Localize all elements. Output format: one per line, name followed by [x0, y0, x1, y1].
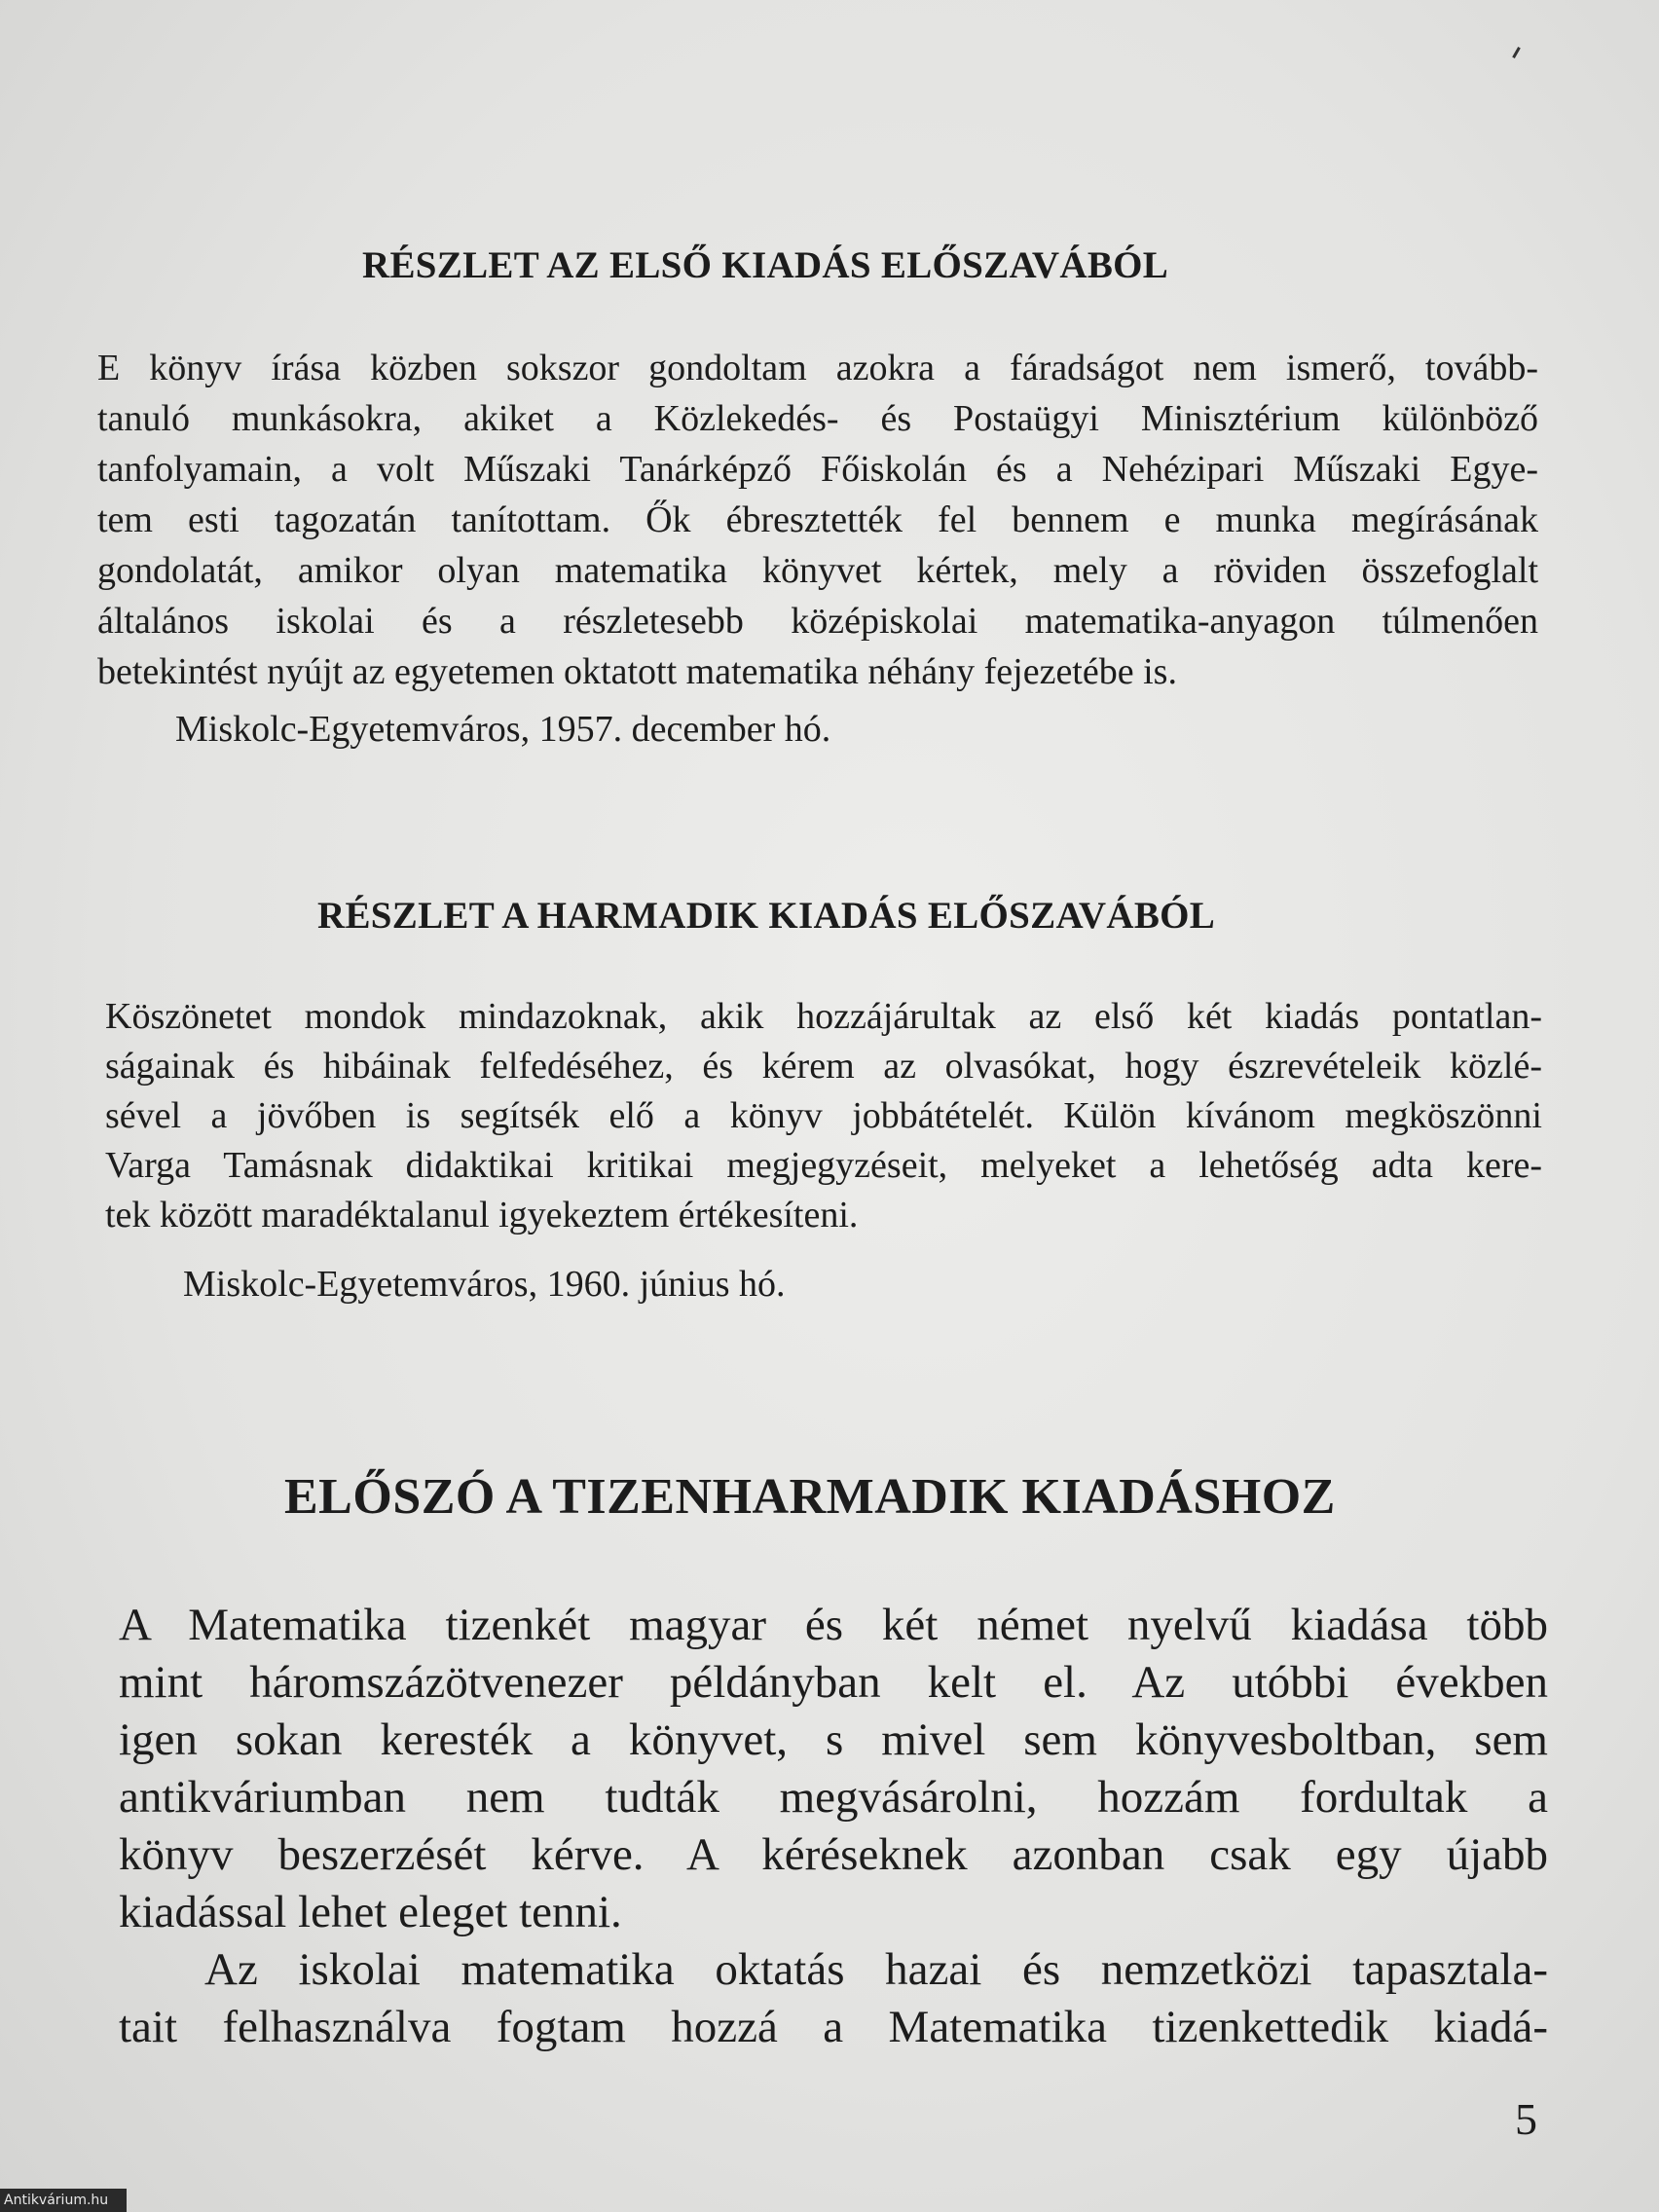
- section1-body: [97, 343, 1538, 697]
- body-line: Az iskolai matematika oktatás hazai és nemzetközi tapasztala-: [204, 1944, 1548, 1995]
- section3-body: [119, 1597, 1548, 2056]
- body-line: antikváriumban nem tudták megvásárolni, hozzám fordultak a: [119, 1772, 1548, 1823]
- section1-signature: Miskolc-Egyetemváros, 1957. december hó.: [175, 709, 831, 750]
- body-line: sével a jövőben is segítsék elő a könyv jobbátételét. Külön kívánom megköszönni: [105, 1095, 1542, 1136]
- section2-heading: RÉSZLET A HARMADIK KIADÁS ELŐSZAVÁBÓL: [317, 895, 1216, 937]
- body-line: gondolatát, amikor olyan matematika könyvet kértek, mely a röviden összefoglalt: [97, 550, 1538, 591]
- body-line: általános iskolai és a részletesebb középiskolai matematika-anyagon túlmenően: [97, 601, 1538, 642]
- body-line: betekintést nyújt az egyetemen oktatott matematika néhány fejezetébe is.: [97, 651, 1177, 692]
- section3-heading: ELŐSZÓ A TIZENHARMADIK KIADÁSHOZ: [284, 1469, 1336, 1525]
- body-line: kiadással lehet eleget tenni.: [119, 1887, 622, 1937]
- section1-heading: RÉSZLET AZ ELSŐ KIADÁS ELŐSZAVÁBÓL: [362, 244, 1169, 286]
- pen-mark: [1512, 47, 1521, 58]
- body-line: Köszönetet mondok mindazoknak, akik hozzájárultak az első két kiadás pontatlan-: [105, 996, 1542, 1037]
- site-watermark: Antikvárium.hu: [0, 2189, 127, 2212]
- body-line: tanuló munkásokra, akiket a Közlekedés- és Postaügyi Minisztérium különböző: [97, 398, 1538, 439]
- body-line: könyv beszerzését kérve. A kéréseknek azonban csak egy újabb: [119, 1829, 1548, 1880]
- body-line: tait felhasználva fogtam hozzá a Matematika tizenkettedik kiadá-: [119, 2002, 1548, 2052]
- body-line: mint háromszázötvenezer példányban kelt el. Az utóbbi években: [119, 1657, 1548, 1708]
- body-line: Varga Tamásnak didaktikai kritikai megjegyzéseit, melyeket a lehetőség adta kere-: [105, 1145, 1542, 1186]
- page-number: 5: [1515, 2094, 1537, 2144]
- body-line: E könyv írása közben sokszor gondoltam azokra a fáradságot nem ismerő, tovább-: [97, 348, 1538, 388]
- section2-body: [105, 992, 1542, 1240]
- body-line: ságainak és hibáinak felfedéséhez, és kérem az olvasókat, hogy észrevételeik közlé-: [105, 1046, 1542, 1087]
- body-line: igen sokan keresték a könyvet, s mivel sem könyvesboltban, sem: [119, 1714, 1548, 1765]
- body-line: tanfolyamain, a volt Műszaki Tanárképző Főiskolán és a Nehézipari Műszaki Egye-: [97, 449, 1538, 490]
- body-line: tek között maradéktalanul igyekeztem értékesíteni.: [105, 1195, 859, 1235]
- body-line: A Matematika tizenkét magyar és két német nyelvű kiadása több: [119, 1600, 1548, 1650]
- section2-signature: Miskolc-Egyetemváros, 1960. június hó.: [183, 1264, 786, 1305]
- body-line: tem esti tagozatán tanítottam. Ők ébresztették fel bennem e munka megírásának: [97, 499, 1538, 540]
